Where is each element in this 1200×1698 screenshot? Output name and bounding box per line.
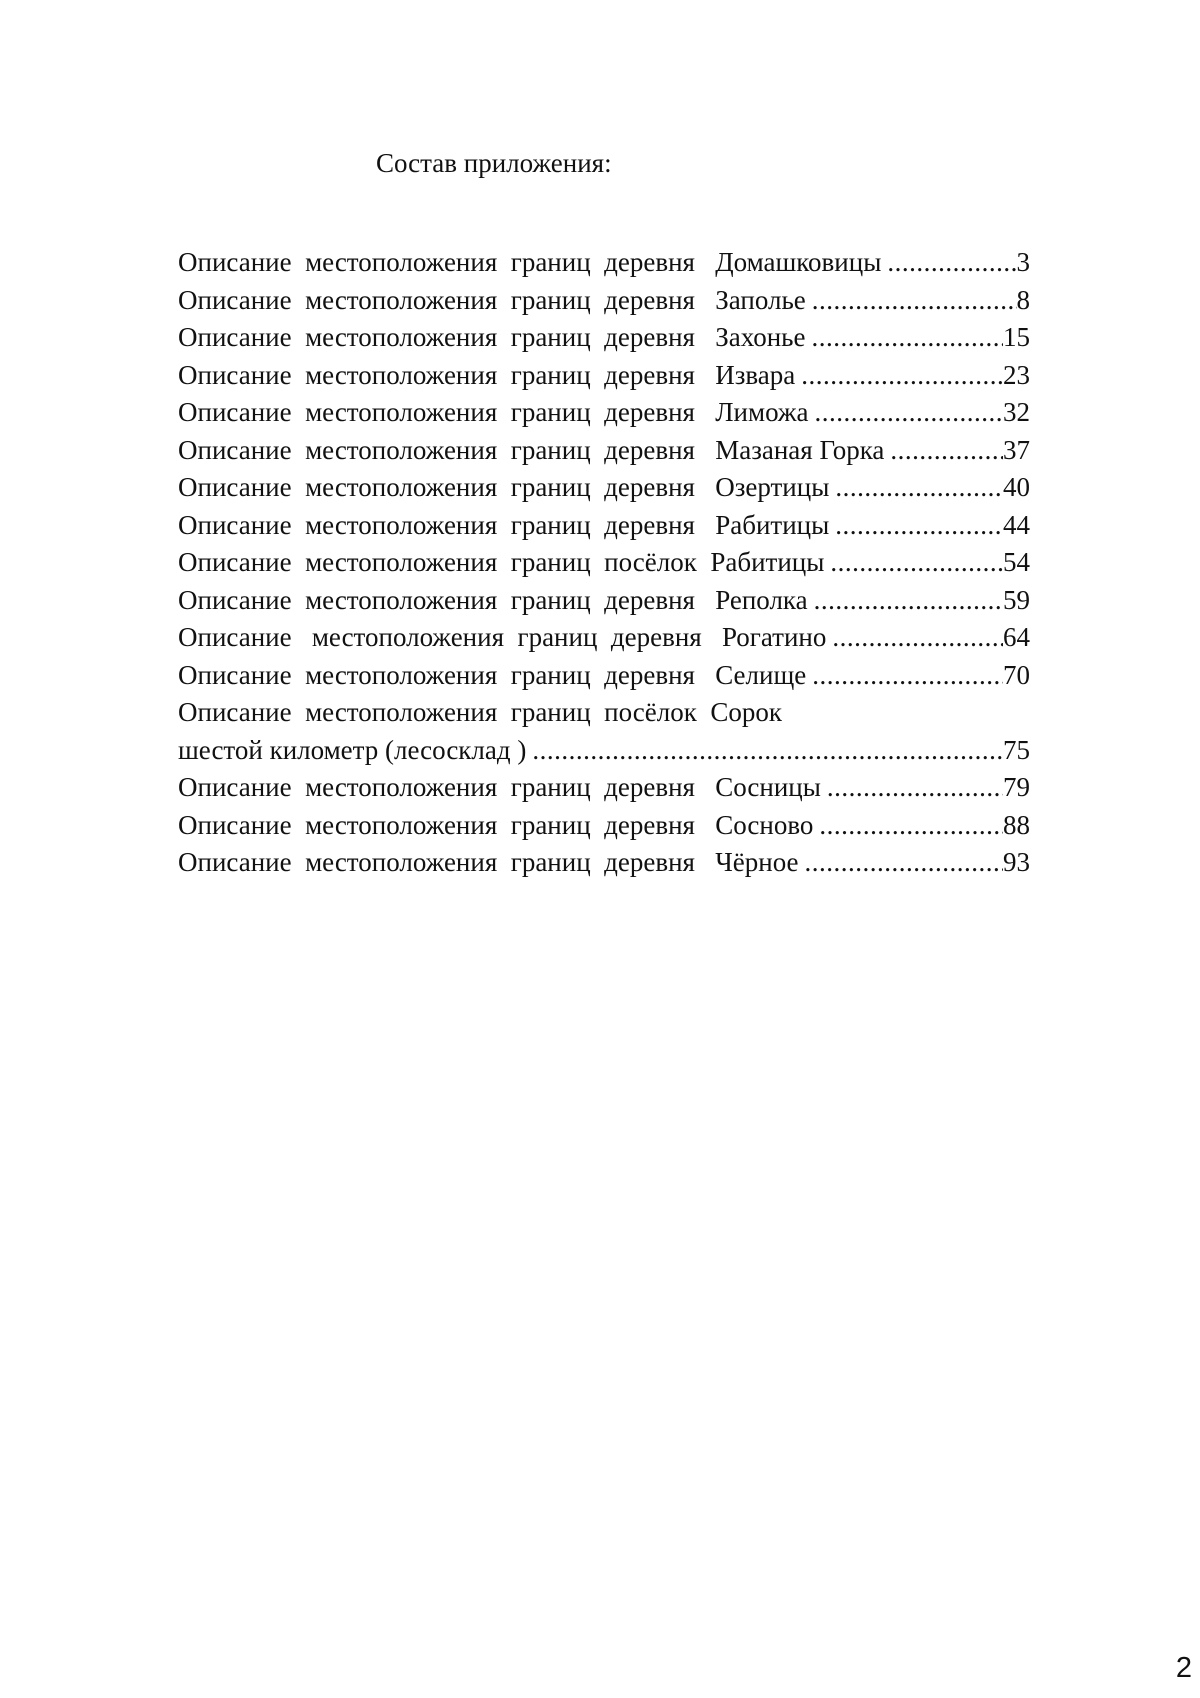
- toc-leader-dots: [826, 619, 1003, 657]
- toc-entry-page: 37: [1003, 434, 1030, 465]
- toc-entry-text: Описание местоположения границ деревня Мазаная Горка: [178, 434, 885, 465]
- toc-entry-page: 32: [1003, 397, 1030, 427]
- toc-entry: [178, 507, 1030, 545]
- toc-entry-text: Описание местоположения границ посёлок Рабитицы: [178, 547, 825, 577]
- table-of-contents: [178, 244, 1030, 882]
- toc-entry-page: 79: [1003, 772, 1030, 802]
- toc-entry-text: Описание местоположения границ деревня Рабитицы: [178, 509, 830, 540]
- toc-entry-text: Описание местоположения границ деревня Озертицы: [178, 472, 830, 502]
- toc-entry: [178, 582, 1030, 620]
- toc-entry: [178, 807, 1030, 845]
- toc-entry-text: Описание местоположения границ деревня Сосницы: [178, 772, 821, 802]
- toc-leader-dots: [829, 469, 1003, 507]
- toc-entry: [178, 357, 1030, 395]
- toc-entry: [178, 694, 1030, 732]
- toc-entry-page: 8: [1016, 284, 1030, 315]
- toc-entry-page: 15: [1003, 322, 1030, 352]
- toc-entry-page: 88: [1003, 809, 1030, 840]
- toc-entry-page: 54: [1003, 547, 1030, 577]
- page-number: 2: [1175, 1652, 1192, 1684]
- toc-entry-text: Описание местоположения границ деревня Сосново: [178, 809, 814, 840]
- toc-entry-page: 75: [1003, 734, 1030, 765]
- toc-entry-page: 64: [1003, 622, 1030, 652]
- toc-leader-dots: [808, 582, 1003, 620]
- toc-entry-page: 44: [1003, 509, 1030, 540]
- toc-entry-page: 59: [1003, 584, 1030, 615]
- toc-entry-page: 23: [1003, 359, 1030, 390]
- toc-leader-dots: [526, 732, 1003, 770]
- toc-entry-page: 3: [1016, 247, 1030, 277]
- toc-entry-text: Описание местоположения границ деревня Извара: [178, 359, 796, 390]
- toc-leader-dots: [809, 394, 1003, 432]
- toc-entry-text: Описание местоположения границ деревня Лиможа: [178, 397, 809, 427]
- toc-leader-dots: [799, 844, 1003, 882]
- toc-leader-dots: [824, 544, 1003, 582]
- toc-entry-text: Описание местоположения границ деревня Рогатино: [178, 622, 827, 652]
- toc-leader-dots: [829, 507, 1003, 545]
- toc-leader-dots: [884, 432, 1003, 470]
- toc-entry: [178, 769, 1030, 807]
- toc-leader-dots: [821, 769, 1003, 807]
- toc-entry: [178, 319, 1030, 357]
- toc-leader-dots: [795, 357, 1003, 395]
- toc-entry-page: 70: [1003, 659, 1030, 690]
- toc-entry: [178, 244, 1030, 282]
- toc-entry-text: Описание местоположения границ деревня Заполье: [178, 284, 806, 315]
- toc-entry-text: Описание местоположения границ деревня Захонье: [178, 322, 806, 352]
- toc-entry: [178, 544, 1030, 582]
- toc-leader-dots: [813, 807, 1003, 845]
- toc-leader-dots: [806, 282, 1017, 320]
- toc-entry-text: Описание местоположения границ деревня Чёрное: [178, 847, 799, 877]
- toc-entry-page: 93: [1003, 847, 1030, 877]
- toc-entry-text: Описание местоположения границ деревня Реполка: [178, 584, 808, 615]
- toc-entry: [178, 657, 1030, 695]
- toc-entry: [178, 619, 1030, 657]
- toc-entry-page: 40: [1003, 472, 1030, 502]
- toc-entry: [178, 432, 1030, 470]
- toc-entry-text: Описание местоположения границ деревня Селище: [178, 659, 807, 690]
- toc-entry: [178, 844, 1030, 882]
- toc-entry: [178, 469, 1030, 507]
- toc-entry: [178, 394, 1030, 432]
- document-title: Состав приложения:: [376, 148, 612, 178]
- toc-entry-text: Описание местоположения границ деревня Домашковицы: [178, 247, 882, 277]
- toc-leader-dots: [806, 657, 1003, 695]
- toc-leader-dots: [805, 319, 1003, 357]
- toc-entry-text: Описание местоположения границ посёлок Сорок: [178, 697, 782, 727]
- toc-entry-continuation: [178, 732, 1030, 770]
- toc-leader-dots: [881, 244, 1016, 282]
- toc-entry-text: шестой километр (лесосклад ): [178, 734, 527, 765]
- toc-entry: [178, 282, 1030, 320]
